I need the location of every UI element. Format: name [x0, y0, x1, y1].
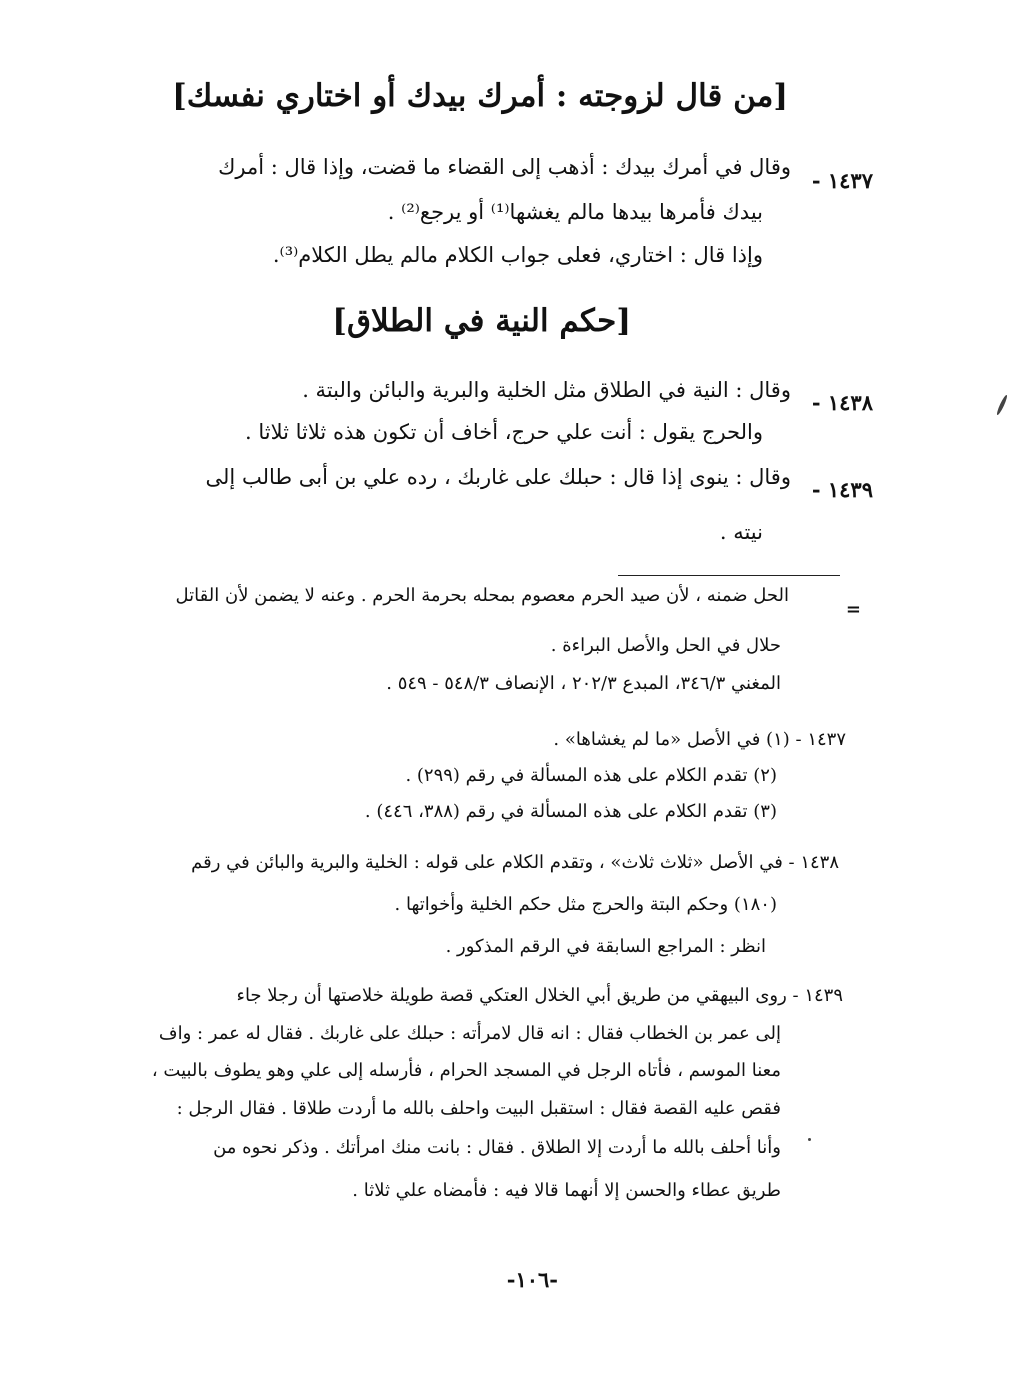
footnote-line: ١٤٣٨ - في الأصل «ثلاث ثلاث» ، وتقدم الكلام على قوله : الخلية والبرية والبائن في رقم [191, 852, 839, 873]
footnote-line: انظر : المراجع السابقة في الرقم المذكور . [445, 936, 766, 957]
paragraph-line: وقال في أمرك بيدك : أذهب إلى القضاء ما قضت، وإذا قال : أمرك [218, 155, 791, 179]
footnote-line: (٣) تقدم الكلام على هذه المسألة في رقم (٣٨٨، ٤٤٦) . [364, 801, 777, 822]
paragraph-number: ١٤٣٧ - [811, 168, 873, 193]
footnote-separator [618, 575, 840, 576]
footnote-line: الحل ضمنه ، لأن صيد الحرم معصوم بمحله بحرمة الحرم . وعنه لا يضمن لأن القاتل [175, 585, 789, 606]
footnote-line: معنا الموسم ، فأتاه الرجل في المسجد الحرام ، فأرسله إلى علي وهو يطوف بالبيت ، [151, 1060, 781, 1081]
page-number: -١٠٦- [506, 1267, 558, 1292]
footnote-line: (٢) تقدم الكلام على هذه المسألة في رقم (٢٩٩) . [405, 765, 777, 786]
scan-mark [808, 1138, 811, 1141]
footnote-line: ١٤٣٧ - (١) في الأصل «ما لم يغشاها» . [553, 729, 846, 750]
section-heading-1: [من قال لزوجته : أمرك بيدك أو اختاري نفسك] [172, 78, 788, 114]
scan-mark [996, 394, 1009, 416]
paragraph-line: بيدك فأمرها بيدها مالم يغشها⁽¹⁾ أو يرجع⁽²⁾ . [387, 200, 763, 224]
footnote-line: وأنا أحلف بالله ما أردت إلا الطلاق . فقال : بانت منك امرأتك . وذكر نحوه من [213, 1137, 781, 1158]
paragraph-line: والحرج يقول : أنت علي حرج، أخاف أن تكون هذه ثلاثا ثلاثا . [245, 420, 763, 444]
paragraph-number: ١٤٣٨ - [811, 390, 873, 415]
footnote-line: فقص عليه القصة فقال : استقبل البيت واحلف بالله ما أردت طلاقا . فقال الرجل : [176, 1098, 781, 1119]
section-heading-2: [حكم النية في الطلاق] [332, 303, 631, 339]
paragraph-line: نيته . [719, 520, 763, 544]
footnote-line: إلى عمر بن الخطاب فقال : انه قال لامرأته : حبلك على غاربك . فقال له عمر : واف [158, 1023, 781, 1044]
paragraph-line: وإذا قال : اختاري، فعلى جواب الكلام مالم يطل الكلام⁽³⁾. [272, 243, 763, 267]
continuation-marker: = [845, 599, 861, 620]
footnote-line: طريق عطاء والحسن إلا أنهما قالا فيه : فأمضاه علي ثلاثا . [352, 1180, 781, 1201]
paragraph-line: وقال : النية في الطلاق مثل الخلية والبرية والبائن والبتة . [302, 378, 791, 402]
paragraph-number: ١٤٣٩ - [811, 477, 873, 502]
footnote-line: المغني ٣٤٦/٣، المبدع ٢٠٢/٣ ، الإنصاف ٥٤٨/٣ - ٥٤٩ . [386, 673, 781, 694]
paragraph-line: وقال : ينوى إذا قال : حبلك على غاربك ، رده علي بن أبى طالب إلى [205, 465, 791, 489]
footnote-line: حلال في الحل والأصل البراءة . [550, 635, 781, 656]
footnote-line: (١٨٠) وحكم البتة والحرج مثل حكم الخلية وأخواتها . [394, 894, 777, 915]
footnote-line: ١٤٣٩ - روى البيهقي من طريق أبي الخلال العتكي قصة طويلة خلاصتها أن رجلا جاء [236, 985, 843, 1006]
